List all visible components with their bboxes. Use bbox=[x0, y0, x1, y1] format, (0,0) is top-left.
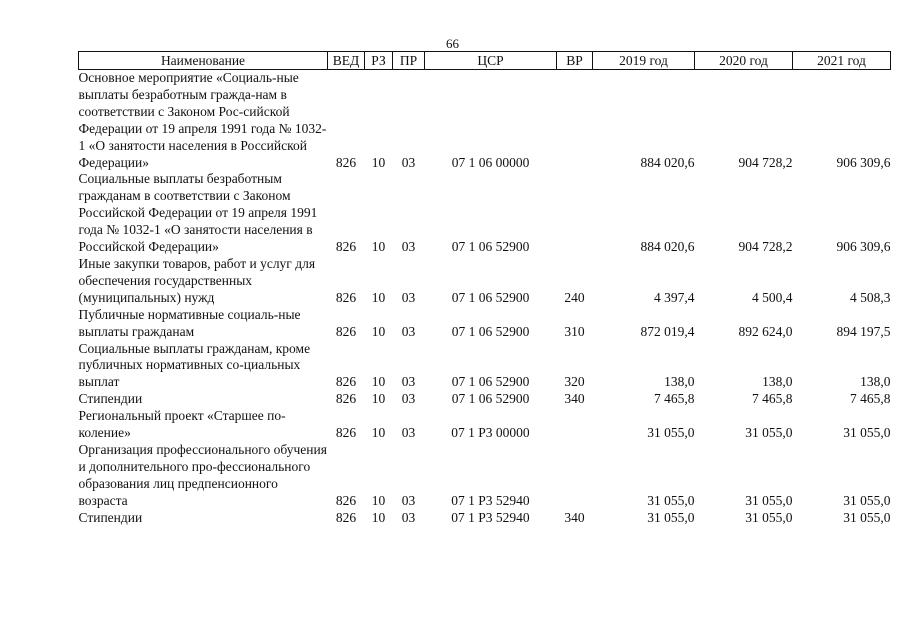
row-name: Стипендии bbox=[78, 509, 143, 525]
row-csr: 07 1 06 52900 bbox=[451, 323, 530, 339]
header-csr: ЦСР bbox=[425, 52, 557, 70]
row-name: Организация профессионального обучения и дополнительного про-фессионального образования лиц предпенсионного возраста bbox=[78, 441, 327, 508]
row-ved: 826 bbox=[335, 239, 357, 255]
row-vr: 240 bbox=[564, 289, 585, 305]
table-row bbox=[79, 408, 891, 442]
row-2020: 7 465,8 bbox=[752, 391, 793, 407]
row-csr: 07 1 P3 52940 bbox=[451, 509, 530, 525]
row-rz: 10 bbox=[371, 492, 386, 508]
row-pr: 03 bbox=[401, 509, 416, 525]
row-ved: 826 bbox=[335, 154, 357, 170]
table-row bbox=[79, 70, 891, 172]
row-2021: 31 055,0 bbox=[843, 492, 891, 508]
header-pr: ПР bbox=[393, 52, 425, 70]
row-2020: 138,0 bbox=[762, 374, 793, 390]
row-2021: 138,0 bbox=[860, 374, 891, 390]
row-pr: 03 bbox=[401, 239, 416, 255]
row-2019: 138,0 bbox=[664, 374, 695, 390]
row-2019: 884 020,6 bbox=[640, 154, 695, 170]
row-2019: 31 055,0 bbox=[647, 425, 695, 441]
row-2021: 894 197,5 bbox=[836, 323, 891, 339]
row-vr bbox=[557, 442, 593, 510]
row-rz: 10 bbox=[371, 425, 386, 441]
table-row bbox=[79, 442, 891, 510]
row-2020: 31 055,0 bbox=[745, 425, 793, 441]
header-2020: 2020 год bbox=[695, 52, 793, 70]
row-rz: 10 bbox=[371, 509, 386, 525]
row-2021: 7 465,8 bbox=[850, 391, 891, 407]
page-number: 66 bbox=[446, 36, 459, 51]
table-header-row bbox=[79, 52, 891, 70]
header-rz: РЗ bbox=[365, 52, 393, 70]
row-name: Социальные выплаты гражданам, кроме публичных нормативных со-циальных выплат bbox=[78, 340, 311, 390]
row-pr: 03 bbox=[401, 323, 416, 339]
row-2019: 4 397,4 bbox=[654, 289, 695, 305]
row-csr: 07 1 06 52900 bbox=[451, 391, 530, 407]
row-name: Основное мероприятие «Социаль-ные выплаты безработным гражда-нам в соответствии с Законом Рос-сийской Федерации от 19 апреля 1991 года № 1032-1 «О занятости населения в Российской Федерации» bbox=[78, 70, 327, 170]
row-ved: 826 bbox=[335, 391, 357, 407]
row-2021: 906 309,6 bbox=[836, 154, 891, 170]
table-row bbox=[79, 256, 891, 307]
row-csr: 07 1 06 00000 bbox=[451, 154, 530, 170]
row-pr: 03 bbox=[401, 391, 416, 407]
row-ved: 826 bbox=[335, 374, 357, 390]
row-ved: 826 bbox=[335, 492, 357, 508]
row-2020: 4 500,4 bbox=[752, 289, 793, 305]
row-csr: 07 1 06 52900 bbox=[451, 239, 530, 255]
row-vr: 340 bbox=[564, 391, 585, 407]
row-2020: 892 624,0 bbox=[738, 323, 793, 339]
row-ved: 826 bbox=[335, 425, 357, 441]
row-rz: 10 bbox=[371, 323, 386, 339]
row-rz: 10 bbox=[371, 391, 386, 407]
header-vr: ВР bbox=[557, 52, 593, 70]
row-2019: 7 465,8 bbox=[654, 391, 695, 407]
row-2021: 31 055,0 bbox=[843, 509, 891, 525]
budget-table bbox=[78, 51, 891, 526]
row-2021: 31 055,0 bbox=[843, 425, 891, 441]
row-2020: 904 728,2 bbox=[738, 239, 793, 255]
row-name: Региональный проект «Старшее по-коление» bbox=[78, 408, 286, 441]
row-vr bbox=[557, 408, 593, 442]
table-row bbox=[79, 171, 891, 256]
row-rz: 10 bbox=[371, 239, 386, 255]
row-ved: 826 bbox=[335, 289, 357, 305]
row-2020: 31 055,0 bbox=[745, 509, 793, 525]
header-ved: ВЕД bbox=[328, 52, 365, 70]
row-ved: 826 bbox=[335, 323, 357, 339]
table-row bbox=[79, 391, 891, 408]
row-pr: 03 bbox=[401, 374, 416, 390]
header-2021: 2021 год bbox=[793, 52, 891, 70]
header-2019: 2019 год bbox=[593, 52, 695, 70]
row-vr: 310 bbox=[564, 323, 585, 339]
row-2019: 872 019,4 bbox=[640, 323, 695, 339]
row-csr: 07 1 06 52900 bbox=[451, 289, 530, 305]
row-2019: 884 020,6 bbox=[640, 239, 695, 255]
row-name: Стипендии bbox=[78, 391, 143, 407]
row-pr: 03 bbox=[401, 425, 416, 441]
table-row bbox=[79, 307, 891, 341]
row-pr: 03 bbox=[401, 289, 416, 305]
row-pr: 03 bbox=[401, 154, 416, 170]
table-row bbox=[79, 510, 891, 527]
row-2021: 906 309,6 bbox=[836, 239, 891, 255]
row-rz: 10 bbox=[371, 289, 386, 305]
header-name: Наименование bbox=[79, 52, 328, 70]
row-csr: 07 1 06 52900 bbox=[451, 374, 530, 390]
row-name: Публичные нормативные социаль-ные выплаты гражданам bbox=[78, 306, 301, 339]
row-2020: 31 055,0 bbox=[745, 492, 793, 508]
row-vr bbox=[557, 171, 593, 256]
row-vr: 320 bbox=[564, 374, 585, 390]
table-row bbox=[79, 341, 891, 392]
row-2019: 31 055,0 bbox=[647, 509, 695, 525]
row-csr: 07 1 P3 00000 bbox=[451, 425, 530, 441]
row-vr bbox=[557, 70, 593, 172]
row-rz: 10 bbox=[371, 154, 386, 170]
row-vr: 340 bbox=[564, 509, 585, 525]
row-csr: 07 1 P3 52940 bbox=[451, 492, 530, 508]
row-pr: 03 bbox=[401, 492, 416, 508]
row-2020: 904 728,2 bbox=[738, 154, 793, 170]
row-name: Социальные выплаты безработным гражданам в соответствии с Законом Российской Федерации от 19 апреля 1991 года № 1032-1 «О занятости населения в Российской Федерации» bbox=[78, 171, 318, 255]
row-name: Иные закупки товаров, работ и услуг для обеспечения государственных (муниципальных) нужд bbox=[78, 255, 316, 305]
row-ved: 826 bbox=[335, 509, 357, 525]
row-rz: 10 bbox=[371, 374, 386, 390]
row-2021: 4 508,3 bbox=[850, 289, 891, 305]
row-2019: 31 055,0 bbox=[647, 492, 695, 508]
